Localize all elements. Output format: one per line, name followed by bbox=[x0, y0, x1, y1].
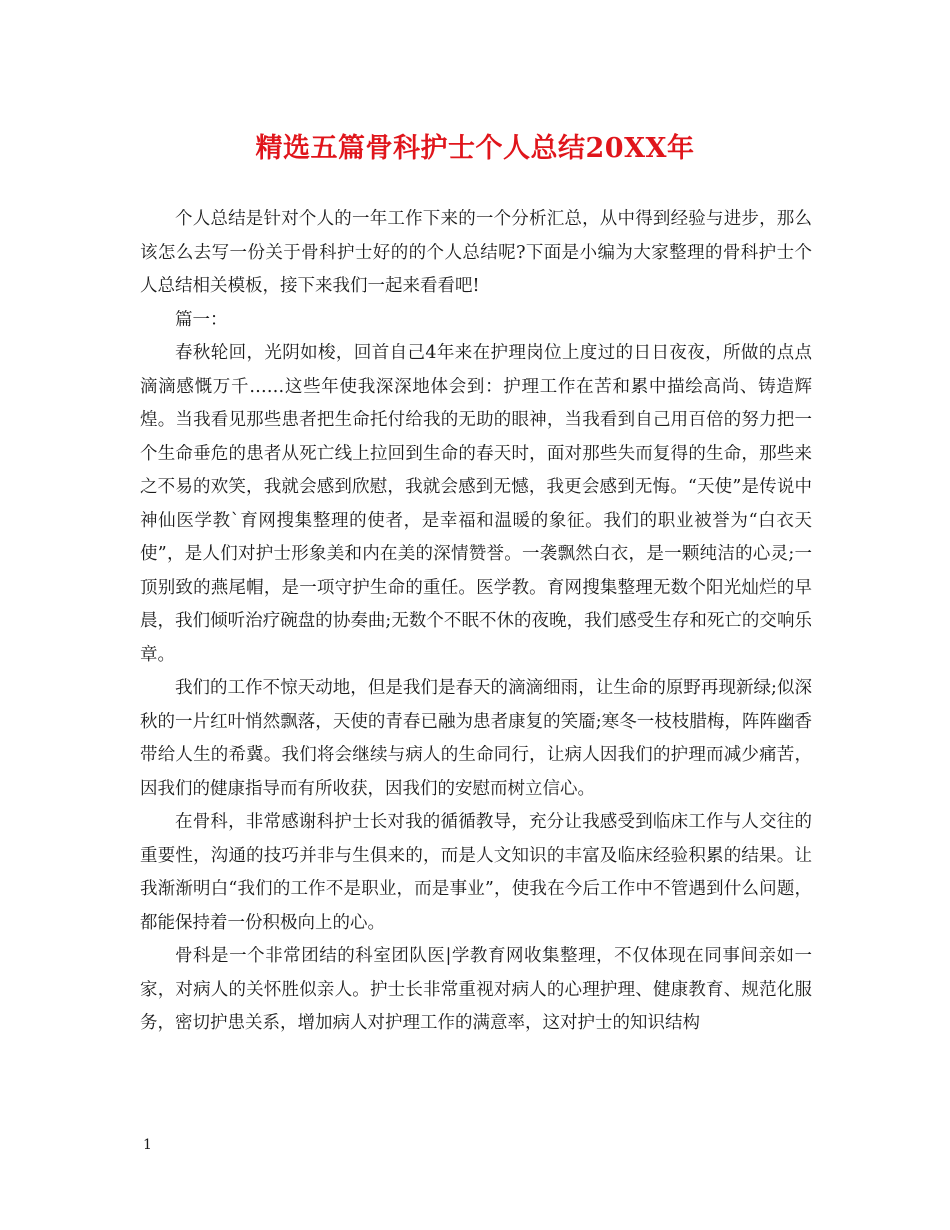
document-title: 精选五篇骨科护士个人总结20XX年 bbox=[255, 133, 695, 164]
intro-paragraph: 个人总结是针对个人的一年工作下来的一个分析汇总，从中得到经验与进步，那么该怎么去写一份关于骨科护士好的的个人总结呢?下面是小编为大家整理的骨科护士个人总结相关模板，接下来我们一起来看看吧! bbox=[140, 209, 812, 296]
page-number: 1 bbox=[143, 1137, 152, 1153]
body-paragraph: 骨科是一个非常团结的科室团队医|学教育网收集整理，不仅体现在同事间亲如一家，对病人的关怀胜似亲人。护士长非常重视对病人的心理护理、健康教育、规范化服务，密切护患关系，增加病人对护理工作的满意率，这对护士的知识结构 bbox=[140, 946, 812, 1033]
section-label: 篇一： bbox=[175, 309, 228, 330]
body-paragraph: 春秋轮回，光阴如梭，回首自己4年来在护理岗位上度过的日日夜夜，所做的点点滴滴感慨万千……这些年使我深深地体会到：护理工作在苦和累中描绘高尚、铸造辉煌。当我看见那些患者把生命托付给我的无助的眼神，当我看到自己用百倍的努力把一个生命垂危的患者从死亡线上拉回到生命的春天时，面对那些失而复得的生命，那些来之不易的欢笑，我就会感到欣慰，我就会感到无憾，我更会感到无悔。“天使”是传说中神仙医学教`育网搜集整理的使者，是幸福和温暖的象征。我们的职业被誉为“白衣天使”，是人们对护士形象美和内在美的深情赞誉。一袭飘然白衣，是一颗纯洁的心灵;一顶别致的燕尾帽，是一项守护生命的重任。医学教。育网搜集整理无数个阳光灿烂的早晨，我们倾听治疗碗盘的协奏曲;无数个不眠不休的夜晚，我们感受生存和死亡的交响乐章。 bbox=[140, 343, 812, 665]
body-paragraph: 在骨科，非常感谢科护士长对我的循循教导，充分让我感受到临床工作与人交往的重要性，沟通的技巧并非与生俱来的，而是人文知识的丰富及临床经验积累的结果。让我渐渐明白“我们的工作不是职业，而是事业”，使我在今后工作中不管遇到什么问题，都能保持着一份积极向上的心。 bbox=[140, 812, 812, 933]
body-paragraph: 我们的工作不惊天动地，但是我们是春天的滴滴细雨，让生命的原野再现新绿;似深秋的一片红叶悄然飘落，天使的青春已融为患者康复的笑靥;寒冬一枝枝腊梅，阵阵幽香带给人生的希冀。我们将会继续与病人的生命同行，让病人因我们的护理而减少痛苦，因我们的健康指导而有所收获，因我们的安慰而树立信心。 bbox=[140, 678, 812, 799]
document-body bbox=[140, 203, 812, 1041]
